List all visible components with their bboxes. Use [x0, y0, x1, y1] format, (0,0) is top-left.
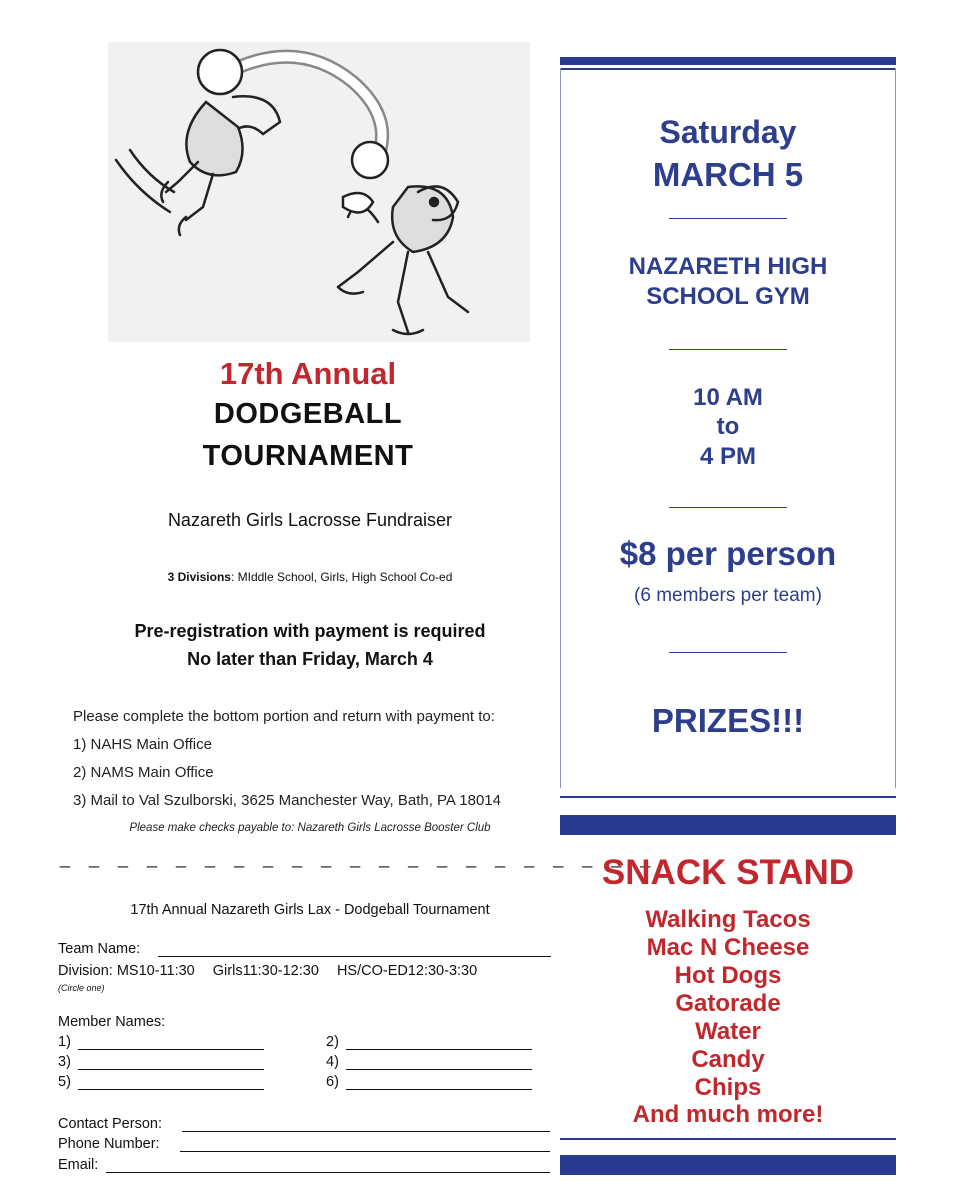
division-option-girls[interactable]: Girls11:30-12:30	[212, 963, 319, 979]
snack-item: Candy	[691, 1046, 765, 1073]
contact-person-label: Contact Person:	[58, 1116, 162, 1132]
divisions-list: : MIddle School, Girls, High School Co-ed	[230, 570, 453, 584]
phone-number-label: Phone Number:	[58, 1136, 160, 1152]
bottom-bar-thick	[560, 815, 896, 835]
preregistration-deadline: No later than Friday, March 4	[187, 649, 433, 669]
divider	[669, 218, 787, 219]
snack-item: Walking Tacos	[645, 906, 811, 933]
snack-item: Gatorade	[675, 990, 781, 1017]
team-size: (6 members per team)	[634, 585, 822, 606]
snack-item: Mac N Cheese	[646, 934, 810, 961]
checks-payable-note: Please make checks payable to: Nazareth Girls Lacrosse Booster Club	[129, 822, 491, 834]
member-1-field[interactable]	[78, 1035, 264, 1050]
bottom-bar-thin	[560, 796, 896, 798]
title-tournament: TOURNAMENT	[202, 440, 414, 472]
divider	[669, 349, 787, 350]
event-day: Saturday	[659, 114, 797, 150]
member-number: 5)	[58, 1074, 71, 1090]
member-number: 4)	[326, 1054, 339, 1070]
snack-stand-title: SNACK STAND	[601, 853, 855, 892]
divider	[669, 652, 787, 653]
member-4-field[interactable]	[346, 1055, 532, 1070]
circle-one-note: (Circle one)	[58, 983, 105, 993]
member-2-field[interactable]	[346, 1035, 532, 1050]
member-6-field[interactable]	[346, 1075, 532, 1090]
return-instructions: Please complete the bottom portion and return with payment to:	[73, 708, 495, 725]
fundraiser-subtitle: Nazareth Girls Lacrosse Fundraiser	[167, 510, 453, 530]
eagles-dodgeball-illustration	[108, 42, 530, 342]
snack-bar-thin	[560, 1138, 896, 1140]
division-label: Division:	[58, 963, 113, 979]
annual-heading: 17th Annual	[219, 356, 397, 391]
divider	[669, 507, 787, 508]
snack-item: Hot Dogs	[674, 962, 782, 989]
member-number: 1)	[58, 1034, 71, 1050]
top-bar-thick	[560, 57, 896, 65]
form-title: 17th Annual Nazareth Girls Lax - Dodgeball Tournament	[130, 902, 490, 918]
price: $8 per person	[619, 535, 837, 572]
return-option: 3) Mail to Val Szulborski, 3625 Manchester Way, Bath, PA 18014	[73, 792, 501, 809]
member-number: 2)	[326, 1034, 339, 1050]
email-label: Email:	[58, 1157, 99, 1173]
cut-line: _ _ _ _ _ _ _ _ _ _ _ _ _ _ _ _ _ _ _ _ _	[60, 848, 658, 868]
team-name-field[interactable]	[158, 940, 551, 957]
snack-item: And much more!	[632, 1101, 824, 1128]
divisions-text	[60, 570, 560, 584]
venue-line-2: SCHOOL GYM	[646, 283, 810, 310]
phone-number-field[interactable]	[180, 1135, 550, 1152]
prizes: PRIZES!!!	[651, 702, 805, 739]
member-number: 3)	[58, 1054, 71, 1070]
end-time: 4 PM	[699, 443, 756, 470]
contact-person-field[interactable]	[182, 1115, 550, 1132]
time-to: to	[716, 413, 740, 440]
division-option-hs[interactable]: HS/CO-ED12:30-3:30	[336, 963, 478, 979]
divisions-label: 3 Divisions	[167, 570, 231, 584]
snack-item: Chips	[694, 1074, 762, 1101]
member-number: 6)	[326, 1074, 339, 1090]
division-option-ms[interactable]: MS10-11:30	[116, 963, 195, 979]
snack-item: Water	[695, 1018, 761, 1045]
team-name-label: Team Name:	[58, 941, 141, 957]
title-dodgeball: DODGEBALL	[213, 398, 403, 430]
member-names-label: Member Names:	[58, 1014, 166, 1030]
start-time: 10 AM	[693, 384, 763, 411]
return-option: 1) NAHS Main Office	[73, 736, 212, 753]
member-5-field[interactable]	[78, 1075, 264, 1090]
venue-line-1: NAZARETH HIGH	[628, 253, 828, 280]
member-3-field[interactable]	[78, 1055, 264, 1070]
event-date: MARCH 5	[652, 156, 804, 193]
email-field[interactable]	[106, 1156, 550, 1173]
division-row	[58, 963, 558, 979]
preregistration-notice: Pre-registration with payment is required	[134, 621, 486, 641]
eagles-icon	[108, 42, 530, 342]
return-option: 2) NAMS Main Office	[73, 764, 214, 781]
snack-bar-thick	[560, 1155, 896, 1175]
